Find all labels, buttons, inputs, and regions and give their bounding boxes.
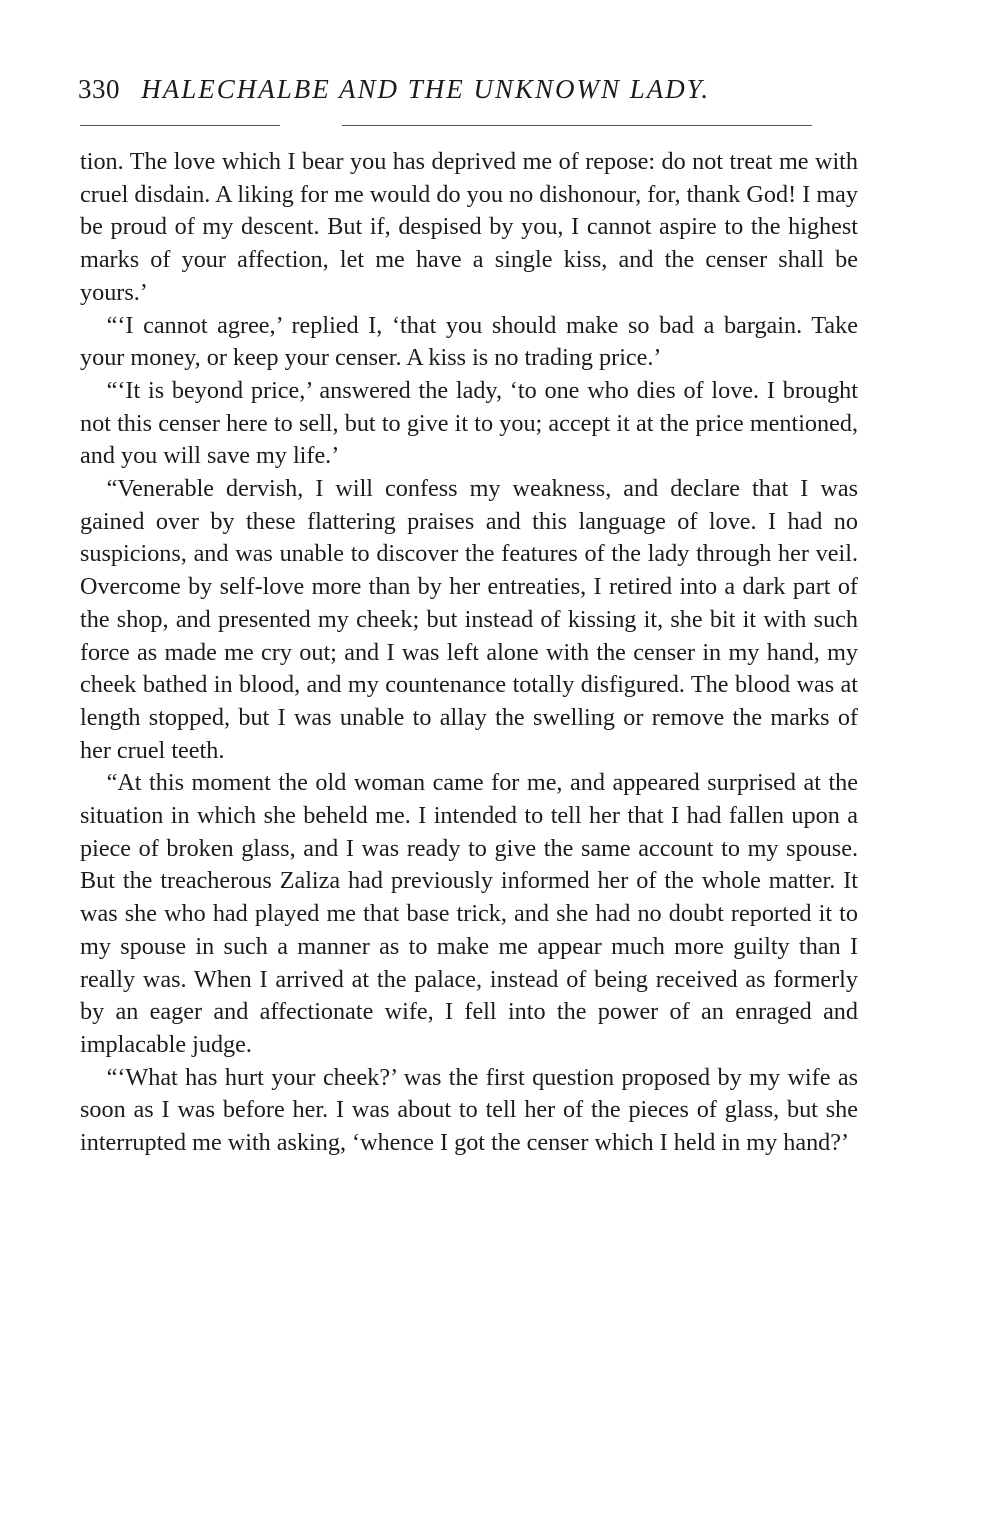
paragraph: “‘It is beyond price,’ answered the lady, ‘to one who dies of love. I brought not this censer here to sell, but to give it to you; accept it at the price mentioned, and you will save my life.’: [80, 376, 858, 470]
paragraph: “At this moment the old woman came for me, and appeared surprised at the situation in which she beheld me. I intended to tell her that I had fallen upon a piece of broken glass, and I was ready to give the same account to my spouse. But the treacherous Zaliza had previously informed her of the whole matter. It was she who had played me that base trick, and she had no doubt reported it to my spouse in such a manner as to make me appear much more guilty than I really was. When I arrived at the palace, instead of being received as formerly by an eager and affectionate wife, I fell into the power of an enraged and implacable judge.: [80, 769, 858, 1058]
page-header: [78, 74, 868, 105]
header-rule-left: [80, 125, 280, 126]
header-rule-right: [342, 125, 812, 126]
paragraph: “‘What has hurt your cheek?’ was the first question proposed by my wife as soon as I was before her. I was about to tell her of the pieces of glass, but she interrupted me with asking, ‘whence I got the censer which I held in my hand?’: [80, 1063, 858, 1157]
body-text: [80, 146, 858, 1160]
paragraph-continued: tion. The love which I bear you has deprived me of repose: do not treat me with cruel disdain. A liking for me would do you no dishonour, for, thank God! I may be proud of my descent. But if, despised by you, I cannot aspire to the highest marks of your affection, let me have a single kiss, and the censer shall be yours.’: [80, 148, 858, 306]
running-title: HALECHALBE AND THE UNKNOWN LADY.: [141, 74, 711, 104]
paragraph: “Venerable dervish, I will confess my weakness, and declare that I was gained over by these flattering praises and this language of love. I had no suspicions, and was unable to discover the features of the lady through her veil. Overcome by self-love more than by her entreaties, I retired into a dark part of the shop, and presented my cheek; but instead of kissing it, she bit it with such force as made me cry out; and I was left alone with the censer in my hand, my cheek bathed in blood, and my countenance totally disfigured. The blood was at length stopped, but I was unable to allay the swelling or remove the marks of her cruel teeth.: [80, 475, 858, 764]
paragraph: “‘I cannot agree,’ replied I, ‘that you should make so bad a bargain. Take your money, or keep your censer. A kiss is no trading price.’: [80, 311, 858, 372]
page-number: 330: [78, 74, 120, 104]
